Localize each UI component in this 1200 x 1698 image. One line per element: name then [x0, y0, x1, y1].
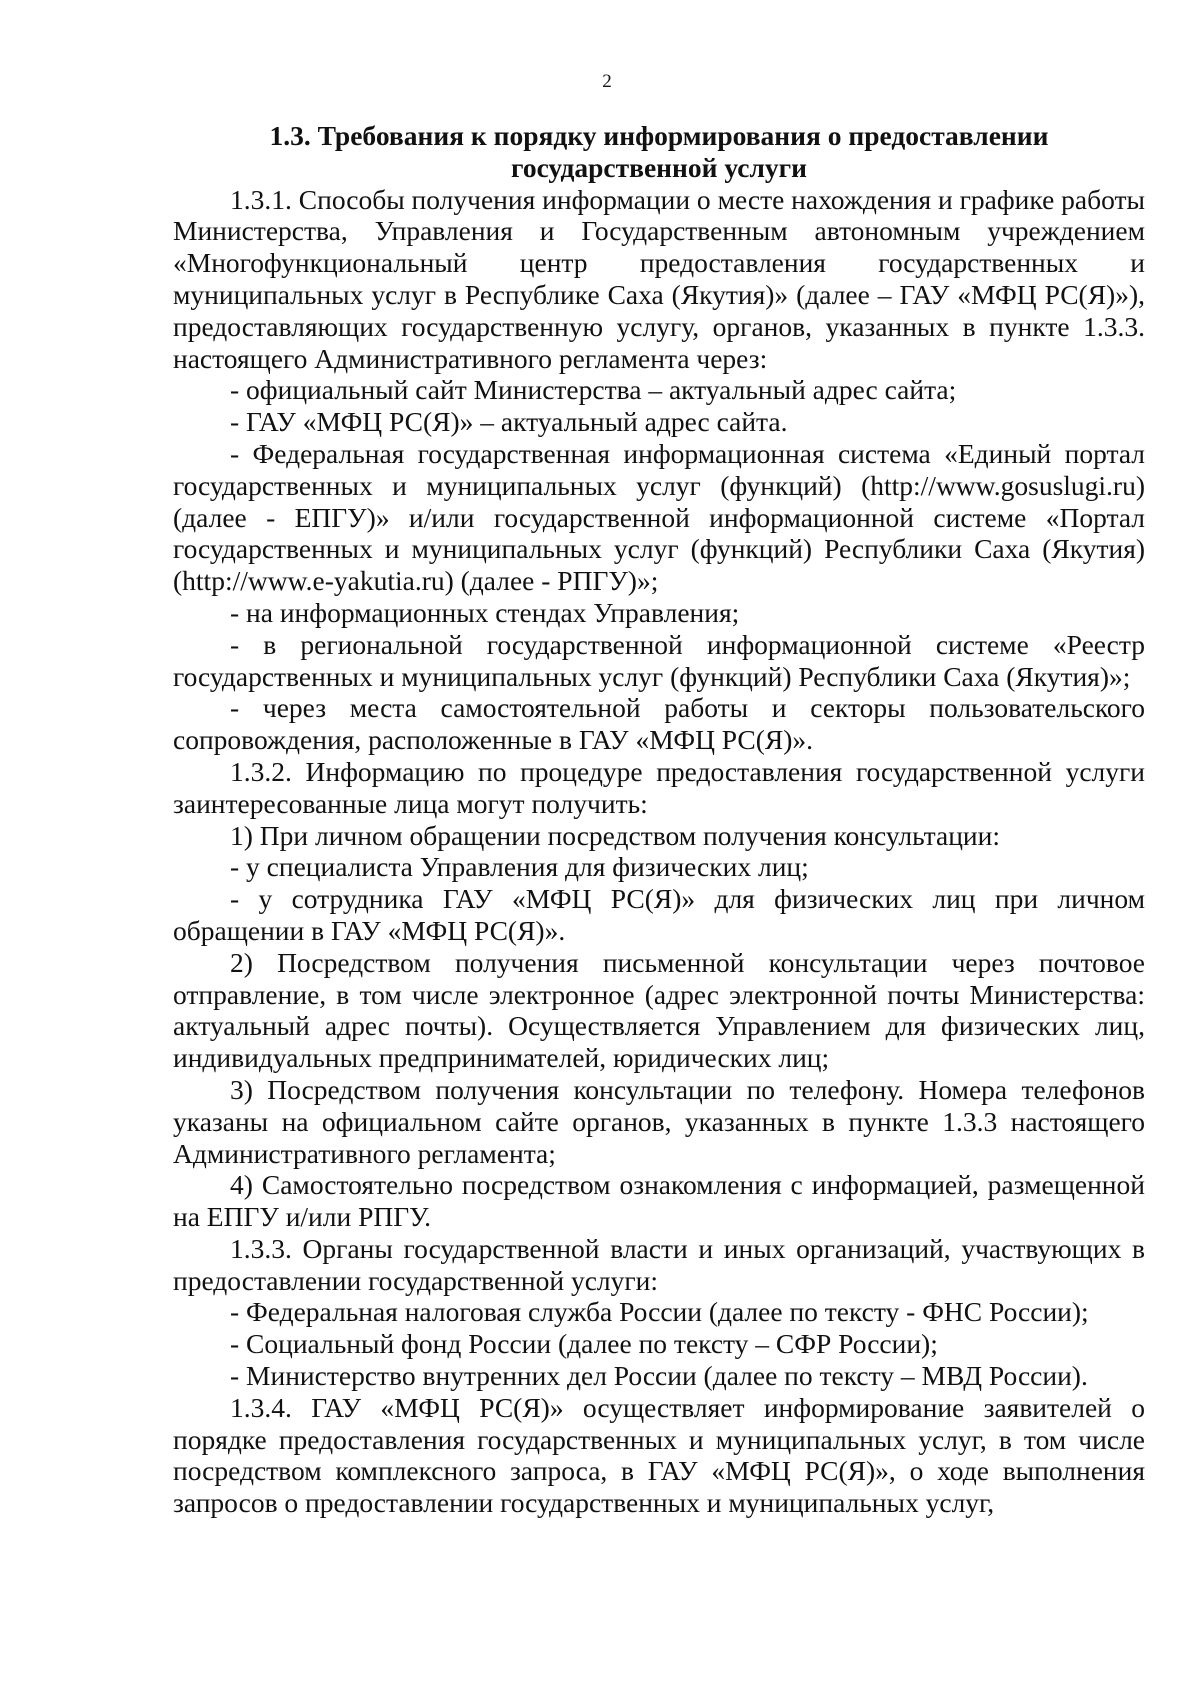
list-item-official-site: - официальный сайт Министерства – актуальный адрес сайта;	[230, 374, 957, 406]
paragraph-1-3-1: 1.3.1. Способы получения информации о месте нахождения и графике работы Министерства, Управления и Государственным автономным учреждением «Многофункциональный центр предоставления государственных и муниципальных услуг в Республике Саха (Якутия)» (далее – ГАУ «МФЦ РС(Я)»), предоставляющих государственную услугу, органов, указанных в пункте 1.3.3. настоящего Административного регламента через:	[173, 183, 1145, 374]
list-item-epgu: - Федеральная государственная информационная система «Единый портал государственных и муниципальных услуг (функций) (http://www.gosuslugi.ru) (далее - ЕПГУ)» и/или государственной информационной системе «Портал государственных и муниципальных услуг (функций) Республики Саха (Якутия) (http://www.e-yakutia.ru) (далее - РПГУ)»;	[173, 437, 1145, 597]
list-item-mvd: - Министерство внутренних дел России (далее по тексту – МВД России).	[230, 1360, 1088, 1392]
list-item-registry: - в региональной государственной информационной системе «Реестр государственных и муниципальных услуг (функций) Республики Саха (Якутия)»;	[173, 628, 1145, 692]
list-item-personal-visit: 1) При личном обращении посредством получения консультации:	[230, 819, 1000, 851]
paragraph-1-3-3: 1.3.3. Органы государственной власти и иных организаций, участвующих в предоставлении государственной услуги:	[173, 1232, 1145, 1296]
list-item-fns: - Федеральная налоговая служба России (далее по тексту - ФНС России);	[230, 1296, 1089, 1328]
list-item-phone-consultation: 3) Посредством получения консультации по телефону. Номера телефонов указаны на официальном сайте органов, указанных в пункте 1.3.3 настоящего Административного регламента;	[173, 1073, 1145, 1169]
list-item-mfc-employee: - у сотрудника ГАУ «МФЦ РС(Я)» для физических лиц при личном обращении в ГАУ «МФЦ РС(Я)».	[173, 883, 1145, 946]
paragraph-1-3-4: 1.3.4. ГАУ «МФЦ РС(Я)» осуществляет информирование заявителей о порядке предоставления государственных и муниципальных услуг, в том числе посредством комплексного запроса, в ГАУ «МФЦ РС(Я)», о ходе выполнения запросов о предоставлении государственных и муниципальных услуг,	[173, 1391, 1145, 1519]
page-number: 2	[602, 71, 612, 92]
list-item-specialist: - у специалиста Управления для физических лиц;	[230, 851, 809, 883]
section-title: 1.3. Требования к порядку информирования о предоставлении государственной услуги	[269, 120, 1049, 183]
list-item-self-service: - через места самостоятельной работы и секторы пользовательского сопровождения, расположенные в ГАУ «МФЦ РС(Я)».	[173, 692, 1145, 756]
list-item-sfr: - Социальный фонд России (далее по тексту – СФР России);	[230, 1328, 938, 1360]
list-item-self-study: 4) Самостоятельно посредством ознакомления с информацией, размещенной на ЕПГУ и/или РПГУ.	[173, 1169, 1145, 1233]
paragraph-1-3-2: 1.3.2. Информацию по процедуре предоставления государственной услуги заинтересованные лица могут получить:	[173, 755, 1145, 819]
list-item-mfc-site: - ГАУ «МФЦ РС(Я)» – актуальный адрес сайта.	[230, 406, 788, 438]
page-content	[173, 120, 1145, 1519]
list-item-written-consultation: 2) Посредством получения письменной консультации через почтовое отправление, в том числе электронное (адрес электронной почты Министерства: актуальный адрес почты). Осуществляется Управлением для физических лиц, индивидуальных предпринимателей, юридических лиц;	[173, 946, 1145, 1074]
list-item-stands: - на информационных стендах Управления;	[230, 596, 740, 628]
